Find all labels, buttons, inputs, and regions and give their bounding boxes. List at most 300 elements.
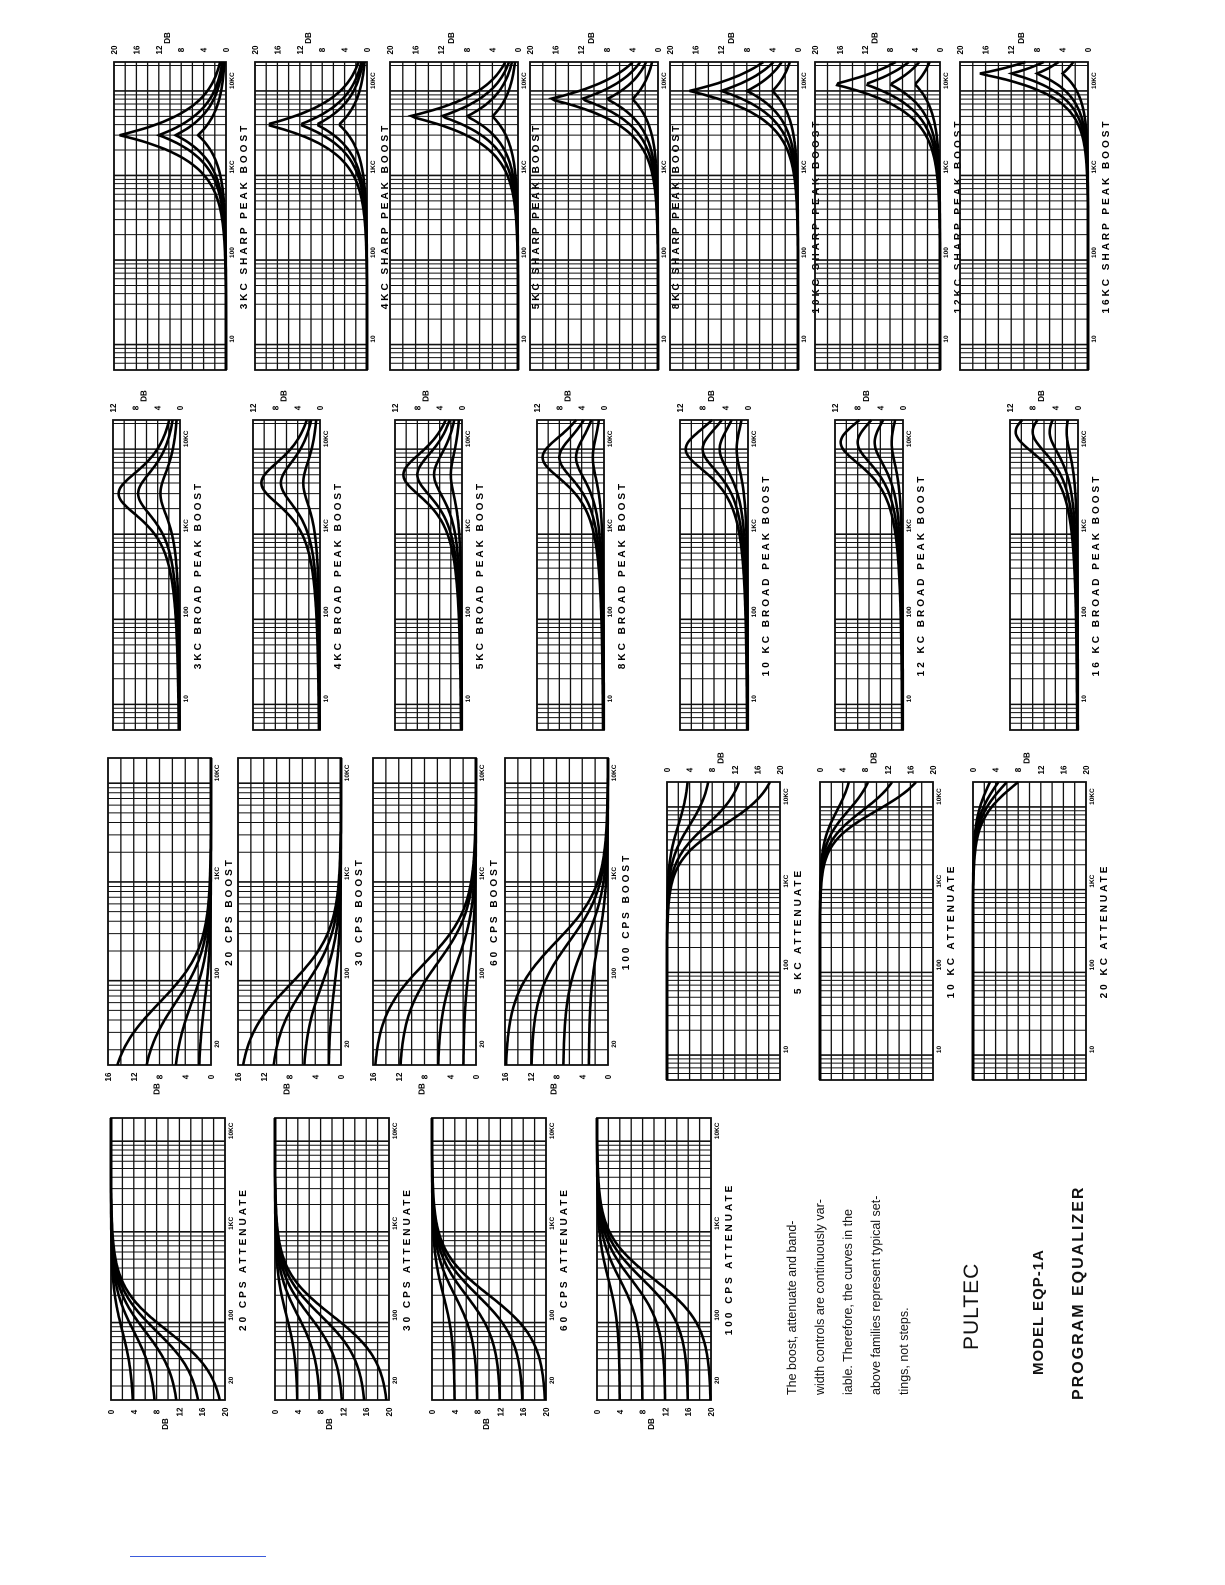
freq-tick-label: 10KC <box>228 1122 235 1140</box>
chart-title: 5 KC ATTENUATE <box>793 867 804 995</box>
freq-tick-label: 10KC <box>183 430 190 448</box>
eq-chart <box>109 390 204 730</box>
eq-chart <box>110 32 250 370</box>
db-axis-label: DB <box>1037 390 1046 402</box>
chart-title: 10 KC BROAD PEAK BOOST <box>761 473 772 677</box>
freq-tick-label: 1KC <box>1081 519 1088 533</box>
freq-tick-label: 1KC <box>783 874 790 888</box>
db-tick-label: 12 <box>861 45 870 55</box>
chart-title: 20 KC ATTENUATE <box>1099 863 1110 999</box>
freq-tick-label: 10KC <box>323 430 330 448</box>
db-axis-label: DB <box>152 1083 162 1095</box>
product-name: PROGRAM EQUALIZER <box>1070 1185 1087 1400</box>
freq-tick-label: 10KC <box>1091 72 1098 89</box>
freq-tick-label: 10 <box>936 1045 943 1054</box>
freq-tick-label: 100 <box>943 247 950 259</box>
freq-tick-label: 10 <box>783 1045 790 1054</box>
db-tick-label: 8 <box>1028 405 1038 411</box>
db-tick-label: 12 <box>883 765 893 775</box>
db-tick-label: 0 <box>600 405 609 411</box>
freq-tick-label: 1KC <box>392 1216 399 1230</box>
response-curve <box>690 62 799 370</box>
chart-title: 30 CPS BOOST <box>354 857 365 966</box>
db-axis-label: DB <box>727 32 736 44</box>
db-tick-label: 0 <box>363 47 372 53</box>
response-curve <box>318 62 367 370</box>
freq-tick-label: 1KC <box>214 866 221 880</box>
freq-tick-label: 1KC <box>607 519 614 533</box>
chart-title: 5KC BROAD PEAK BOOST <box>475 480 486 670</box>
freq-tick-label: 20 <box>549 1376 556 1384</box>
freq-tick-label: 10 <box>1091 335 1098 343</box>
db-tick-label: 16 <box>369 1072 378 1082</box>
model-name: MODEL EQP-1A <box>1030 1249 1047 1375</box>
eq-chart <box>831 390 927 730</box>
db-tick-label: 0 <box>207 1074 216 1080</box>
note-line: above families represent typical set- <box>869 1195 883 1395</box>
db-tick-label: 8 <box>555 405 565 411</box>
note-line: iable. Therefore, the curves in the <box>841 1209 855 1395</box>
db-tick-label: 8 <box>698 405 708 411</box>
db-tick-label: 16 <box>411 45 421 55</box>
response-curve <box>667 782 708 1080</box>
db-tick-label: 0 <box>176 405 185 411</box>
db-axis-label: DB <box>1022 752 1032 764</box>
freq-tick-label: 1KC <box>370 160 377 174</box>
db-tick-label: 12 <box>577 45 587 55</box>
db-axis-label: DB <box>161 1418 170 1430</box>
freq-tick-label: 1KC <box>801 160 808 174</box>
note-line: tings, not steps. <box>897 1307 911 1395</box>
freq-tick-label: 100 <box>936 959 943 971</box>
db-axis-label: DB <box>447 32 456 44</box>
chart-title: 3KC BROAD PEAK BOOST <box>193 480 204 670</box>
db-tick-label: 4 <box>991 767 1001 773</box>
db-tick-label: 4 <box>911 47 920 53</box>
freq-tick-label: 1KC <box>323 519 330 533</box>
freq-tick-label: 10KC <box>521 72 528 89</box>
db-tick-label: 8 <box>318 47 328 53</box>
db-tick-label: 8 <box>708 767 718 773</box>
eq-chart <box>956 32 1112 370</box>
freq-tick-label: 100 <box>1089 959 1096 971</box>
response-curve <box>973 782 1007 1080</box>
freq-tick-label: 1KC <box>465 519 472 533</box>
freq-tick-label: 10KC <box>1081 430 1088 448</box>
db-tick-label: 0 <box>458 405 467 411</box>
db-tick-label: 4 <box>685 767 695 773</box>
chart-title: 4KC BROAD PEAK BOOST <box>333 480 344 670</box>
db-tick-label: 0 <box>794 47 803 53</box>
db-tick-label: 0 <box>593 1409 602 1415</box>
db-tick-label: 0 <box>899 405 908 411</box>
db-tick-label: 12 <box>676 403 685 413</box>
response-curve <box>119 420 179 730</box>
db-tick-label: 20 <box>1082 765 1091 775</box>
chart-title: 10 KC ATTENUATE <box>946 863 957 999</box>
db-axis-label: DB <box>549 1083 559 1095</box>
db-tick-label: 12 <box>437 45 447 55</box>
freq-tick-label: 1KC <box>344 866 351 880</box>
db-axis-label: DB <box>421 390 431 402</box>
db-tick-label: 20 <box>526 45 535 55</box>
db-tick-label: 0 <box>816 767 825 773</box>
eq-chart <box>811 32 964 370</box>
db-tick-label: 8 <box>413 405 423 411</box>
chart-title: 30 CPS ATTENUATE <box>402 1187 413 1331</box>
freq-tick-label: 10 <box>1089 1045 1096 1054</box>
db-tick-label: 16 <box>234 1072 243 1082</box>
freq-tick-label: 10 <box>521 335 528 343</box>
db-tick-label: 4 <box>577 405 587 411</box>
freq-tick-label: 10 <box>661 335 668 343</box>
response-curve <box>176 62 226 370</box>
freq-tick-label: 20 <box>714 1376 721 1384</box>
db-tick-label: 0 <box>744 405 753 411</box>
db-tick-label: 0 <box>1074 405 1083 411</box>
db-tick-label: 8 <box>1014 767 1024 773</box>
db-tick-label: 0 <box>271 1409 280 1415</box>
db-tick-label: 16 <box>691 45 701 55</box>
freq-tick-label: 20 <box>214 1040 221 1048</box>
db-tick-label: 0 <box>428 1409 437 1415</box>
freq-tick-label: 10 <box>906 695 913 703</box>
response-curve <box>1016 420 1077 730</box>
db-tick-label: 12 <box>391 403 400 413</box>
freq-tick-label: 1KC <box>479 866 486 880</box>
note-line: width controls are continuously var- <box>813 1199 827 1395</box>
freq-tick-label: 10 <box>801 335 808 343</box>
db-tick-label: 4 <box>876 405 886 411</box>
eq-chart <box>533 390 628 730</box>
eq-chart <box>251 32 391 370</box>
freq-tick-label: 100 <box>214 967 221 979</box>
db-tick-label: 4 <box>768 47 778 53</box>
db-tick-label: 4 <box>578 1074 588 1080</box>
db-tick-label: 4 <box>435 405 445 411</box>
freq-tick-label: 10KC <box>1089 788 1096 805</box>
freq-tick-label: 10KC <box>214 764 221 782</box>
freq-tick-label: 1KC <box>906 519 913 533</box>
db-tick-label: 4 <box>293 1409 303 1415</box>
chart-title: 3KC SHARP PEAK BOOST <box>239 122 250 310</box>
db-tick-label: 8 <box>177 47 187 53</box>
db-tick-label: 16 <box>753 765 763 775</box>
db-tick-label: 20 <box>666 45 675 55</box>
eq-chart <box>816 752 957 1080</box>
db-tick-label: 4 <box>311 1074 321 1080</box>
eq-chart <box>666 32 822 370</box>
db-axis-label: DB <box>1017 32 1026 44</box>
db-axis-label: DB <box>282 1083 292 1095</box>
db-tick-label: 4 <box>488 47 498 53</box>
freq-tick-label: 20 <box>479 1040 486 1048</box>
eq-chart <box>234 758 365 1095</box>
freq-tick-label: 10KC <box>607 430 614 448</box>
freq-tick-label: 100 <box>229 247 236 259</box>
db-tick-label: 20 <box>251 45 260 55</box>
db-tick-label: 12 <box>1007 45 1017 55</box>
db-tick-label: 0 <box>316 405 325 411</box>
db-tick-label: 20 <box>811 45 820 55</box>
db-tick-label: 16 <box>981 45 991 55</box>
db-tick-label: 8 <box>552 1074 562 1080</box>
db-axis-label: DB <box>163 32 172 44</box>
db-tick-label: 12 <box>339 1407 349 1417</box>
db-tick-label: 4 <box>199 47 209 53</box>
eq-chart <box>969 752 1110 1080</box>
chart-title: 8KC SHARP PEAK BOOST <box>671 122 682 310</box>
db-tick-label: 12 <box>249 403 258 413</box>
freq-tick-label: 10 <box>370 335 377 343</box>
db-tick-label: 20 <box>542 1407 551 1417</box>
db-tick-label: 12 <box>259 1072 269 1082</box>
db-tick-label: 12 <box>526 1072 536 1082</box>
eq-chart <box>501 758 632 1095</box>
db-tick-label: 4 <box>446 1074 456 1080</box>
freq-tick-label: 10KC <box>943 72 950 89</box>
db-tick-label: 12 <box>394 1072 404 1082</box>
response-curve <box>667 782 688 1080</box>
db-tick-label: 20 <box>221 1407 230 1417</box>
eq-chart <box>386 32 542 370</box>
eq-chart <box>271 1118 413 1430</box>
response-curve <box>973 782 998 1080</box>
freq-tick-label: 100 <box>906 606 913 618</box>
chart-title: 20 CPS BOOST <box>224 857 235 966</box>
eq-chart <box>663 752 804 1080</box>
db-tick-label: 20 <box>110 45 119 55</box>
db-tick-label: 16 <box>519 1407 529 1417</box>
db-tick-label: 12 <box>1006 403 1015 413</box>
eq-chart <box>369 758 500 1095</box>
response-curve <box>667 782 770 1080</box>
db-tick-label: 20 <box>386 45 395 55</box>
db-tick-label: 16 <box>836 45 845 55</box>
db-tick-label: 4 <box>1051 405 1061 411</box>
db-axis-label: DB <box>647 1418 656 1430</box>
db-tick-label: 8 <box>473 1409 483 1415</box>
note-line: The boost, attenuate and band- <box>785 1220 799 1395</box>
chart-title: 16KC SHARP PEAK BOOST <box>1101 118 1112 314</box>
freq-tick-label: 100 <box>611 967 618 979</box>
db-tick-label: 4 <box>153 405 163 411</box>
eq-chart <box>593 1118 735 1430</box>
freq-tick-label: 20 <box>228 1376 235 1384</box>
eq-chart <box>676 390 772 730</box>
link-underline <box>130 1556 266 1557</box>
freq-tick-label: 10KC <box>906 430 913 448</box>
db-tick-label: 8 <box>462 47 472 53</box>
db-axis-label: DB <box>869 752 879 764</box>
freq-tick-label: 100 <box>521 247 528 259</box>
freq-tick-label: 10KC <box>392 1122 399 1140</box>
db-tick-label: 12 <box>1036 765 1046 775</box>
db-axis-label: DB <box>716 752 726 764</box>
eq-chart <box>107 1118 249 1430</box>
eq-chart <box>428 1118 570 1430</box>
db-tick-label: 0 <box>663 767 672 773</box>
db-tick-label: 20 <box>956 45 965 55</box>
db-tick-label: 4 <box>838 767 848 773</box>
eq-chart <box>104 758 235 1095</box>
db-tick-label: 12 <box>109 403 118 413</box>
freq-tick-label: 100 <box>801 247 808 259</box>
db-axis-label: DB <box>870 32 880 44</box>
freq-tick-label: 10 <box>607 695 614 703</box>
db-tick-label: 8 <box>1032 47 1042 53</box>
chart-title: 4KC SHARP PEAK BOOST <box>380 122 391 310</box>
db-tick-label: 20 <box>776 765 785 775</box>
db-tick-label: 4 <box>628 47 638 53</box>
freq-tick-label: 100 <box>465 606 472 618</box>
freq-tick-label: 10KC <box>801 72 808 89</box>
db-tick-label: 20 <box>385 1407 394 1417</box>
freq-tick-label: 10 <box>465 695 472 703</box>
chart-title: 60 CPS ATTENUATE <box>559 1187 570 1331</box>
db-tick-label: 0 <box>936 47 945 53</box>
db-tick-label: 4 <box>293 405 303 411</box>
freq-tick-label: 10KC <box>229 72 236 89</box>
freq-tick-label: 10KC <box>936 788 943 805</box>
freq-tick-label: 1KC <box>521 160 528 174</box>
db-tick-label: 8 <box>271 405 281 411</box>
freq-tick-label: 1KC <box>229 160 236 174</box>
freq-tick-label: 10KC <box>344 764 351 782</box>
db-tick-label: 0 <box>107 1409 116 1415</box>
freq-tick-label: 10 <box>183 695 190 703</box>
db-tick-label: 8 <box>861 767 871 773</box>
db-tick-label: 0 <box>654 47 663 53</box>
db-axis-label: DB <box>417 1083 427 1095</box>
freq-tick-label: 10KC <box>479 764 486 782</box>
db-tick-label: 8 <box>155 1074 165 1080</box>
db-tick-label: 8 <box>285 1074 295 1080</box>
freq-tick-label: 1KC <box>611 866 618 880</box>
freq-tick-label: 10KC <box>611 764 618 782</box>
db-tick-label: 0 <box>472 1074 481 1080</box>
db-axis-label: DB <box>563 390 573 402</box>
freq-tick-label: 100 <box>344 967 351 979</box>
db-axis-label: DB <box>325 1418 334 1430</box>
db-tick-label: 12 <box>533 403 542 413</box>
freq-tick-label: 100 <box>607 606 614 618</box>
freq-tick-label: 1KC <box>228 1216 235 1230</box>
db-tick-label: 4 <box>721 405 731 411</box>
freq-tick-label: 1KC <box>661 160 668 174</box>
eq-chart <box>1006 390 1102 730</box>
freq-tick-label: 100 <box>323 606 330 618</box>
freq-tick-label: 10KC <box>751 430 758 448</box>
db-tick-label: 16 <box>132 45 142 55</box>
freq-tick-label: 100 <box>392 1309 399 1321</box>
db-tick-label: 16 <box>906 765 916 775</box>
db-axis-label: DB <box>862 390 871 402</box>
db-tick-label: 4 <box>340 47 350 53</box>
freq-tick-label: 10KC <box>661 72 668 89</box>
freq-tick-label: 1KC <box>183 519 190 533</box>
freq-tick-label: 20 <box>344 1040 351 1048</box>
db-tick-label: 16 <box>273 45 283 55</box>
db-tick-label: 12 <box>717 45 727 55</box>
db-tick-label: 12 <box>661 1407 671 1417</box>
freq-tick-label: 10KC <box>783 788 790 805</box>
db-tick-label: 12 <box>175 1407 185 1417</box>
freq-tick-label: 10 <box>229 335 236 343</box>
freq-tick-label: 10 <box>751 695 758 703</box>
db-axis-label: DB <box>482 1418 491 1430</box>
db-tick-label: 8 <box>131 405 141 411</box>
db-tick-label: 8 <box>420 1074 430 1080</box>
db-tick-label: 12 <box>295 45 305 55</box>
db-axis-label: DB <box>304 32 313 44</box>
db-tick-label: 12 <box>129 1072 139 1082</box>
chart-title: 16 KC BROAD PEAK BOOST <box>1091 473 1102 677</box>
freq-tick-label: 10 <box>323 695 330 703</box>
eq-chart <box>526 32 682 370</box>
chart-title: 12 KC BROAD PEAK BOOST <box>916 473 927 677</box>
db-tick-label: 16 <box>1059 765 1069 775</box>
chart-title: 10KC SHARP PEAK BOOST <box>811 118 822 314</box>
chart-title: 60 CPS BOOST <box>489 857 500 966</box>
freq-tick-label: 20 <box>611 1040 618 1048</box>
db-tick-label: 0 <box>222 47 231 53</box>
freq-tick-label: 100 <box>783 959 790 971</box>
db-tick-label: 0 <box>514 47 523 53</box>
freq-tick-label: 1KC <box>549 1216 556 1230</box>
db-tick-label: 0 <box>337 1074 346 1080</box>
db-tick-label: 4 <box>1058 47 1068 53</box>
freq-tick-label: 10KC <box>549 1122 556 1140</box>
db-tick-label: 8 <box>602 47 612 53</box>
freq-tick-label: 1KC <box>936 874 943 888</box>
freq-tick-label: 100 <box>1081 606 1088 618</box>
freq-tick-label: 100 <box>661 247 668 259</box>
freq-tick-label: 100 <box>228 1309 235 1321</box>
freq-tick-label: 100 <box>549 1309 556 1321</box>
freq-tick-label: 100 <box>1091 247 1098 259</box>
db-tick-label: 12 <box>154 45 164 55</box>
eq-chart <box>391 390 486 730</box>
freq-tick-label: 100 <box>479 967 486 979</box>
freq-tick-label: 10KC <box>714 1122 721 1140</box>
db-tick-label: 8 <box>853 405 863 411</box>
freq-tick-label: 1KC <box>1089 874 1096 888</box>
db-tick-label: 4 <box>450 1409 460 1415</box>
freq-tick-label: 10 <box>943 335 950 343</box>
db-axis-label: DB <box>139 390 149 402</box>
freq-tick-label: 10 <box>1081 695 1088 703</box>
chart-title: 12KC SHARP PEAK BOOST <box>953 118 964 314</box>
brand-name: PULTEC <box>960 1262 983 1350</box>
db-axis-label: DB <box>279 390 289 402</box>
db-tick-label: 8 <box>886 47 895 53</box>
db-tick-label: 16 <box>198 1407 208 1417</box>
freq-tick-label: 1KC <box>751 519 758 533</box>
freq-tick-label: 20 <box>392 1376 399 1384</box>
db-tick-label: 0 <box>969 767 978 773</box>
db-tick-label: 12 <box>496 1407 506 1417</box>
db-tick-label: 12 <box>730 765 740 775</box>
db-tick-label: 16 <box>362 1407 372 1417</box>
db-tick-label: 8 <box>638 1409 648 1415</box>
db-tick-label: 16 <box>104 1072 113 1082</box>
db-tick-label: 20 <box>707 1407 716 1417</box>
db-tick-label: 16 <box>684 1407 694 1417</box>
db-tick-label: 8 <box>742 47 752 53</box>
freq-tick-label: 100 <box>714 1309 721 1321</box>
db-tick-label: 0 <box>1084 47 1093 53</box>
